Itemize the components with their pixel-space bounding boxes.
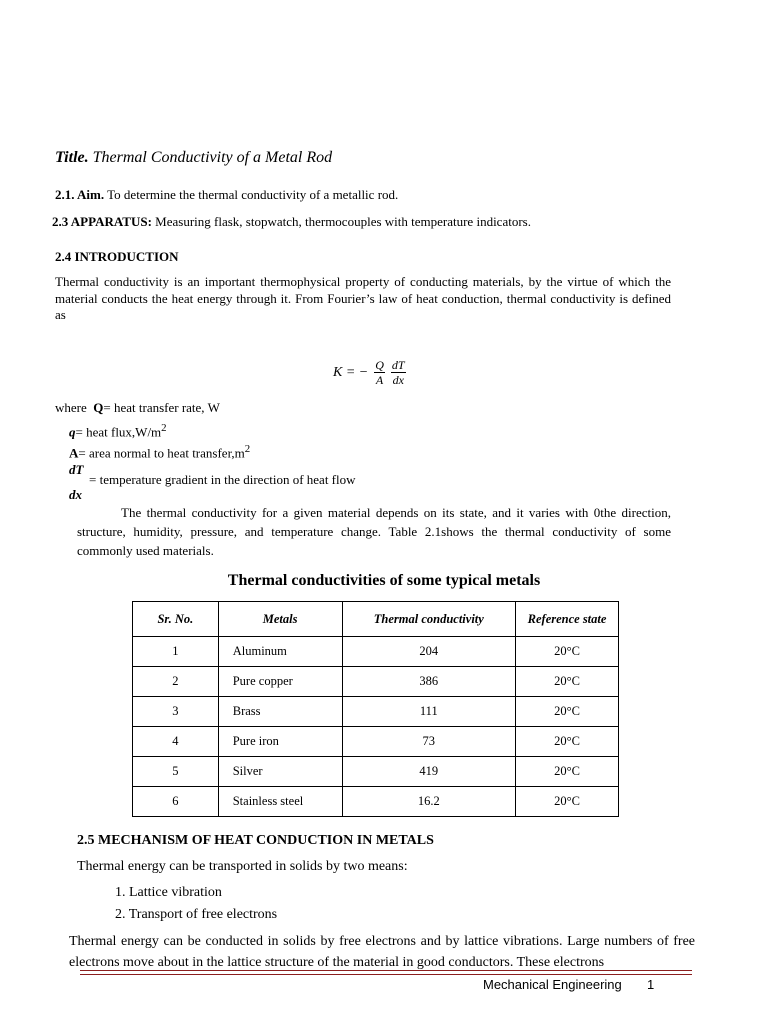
aim-line: [55, 187, 398, 203]
cell-sr-no: 2: [133, 667, 219, 697]
table-row: [133, 667, 619, 697]
aim-text: To determine the thermal conductivity of a metallic rod.: [107, 187, 399, 202]
header-sr-no: Sr. No.: [133, 602, 219, 637]
table-row: [133, 757, 619, 787]
mechanism-intro: Thermal energy can be transported in solids by two means:: [77, 859, 408, 874]
cell-conductivity: 204: [342, 637, 516, 667]
table-row: [133, 727, 619, 757]
formula-fraction-q-a: [374, 358, 385, 387]
area-sup: 2: [244, 443, 251, 455]
formula-lhs: K = −: [333, 364, 369, 380]
cell-metal: Silver: [218, 757, 342, 787]
dt-symbol: dT: [69, 462, 84, 477]
cell-sr-no: 5: [133, 757, 219, 787]
footer-divider: [80, 970, 692, 975]
cell-metal: Aluminum: [218, 637, 342, 667]
introduction-paragraph: Thermal conductivity is an important thermophysical property of conducting materials, by the virtue of which the material conducts the heat energy through it. From Fourier’s law of heat conduction, thermal conductivity is defined as: [55, 274, 671, 322]
definition-area: [69, 443, 250, 461]
cell-metal: Brass: [218, 697, 342, 727]
conductivity-table: [132, 601, 619, 817]
cell-conductivity: 386: [342, 667, 516, 697]
cell-conductivity: 111: [342, 697, 516, 727]
area-text: = area normal to heat transfer,m: [78, 445, 245, 461]
flux-sup: 2: [161, 422, 167, 434]
title-text: Thermal Conductivity of a Metal Rod: [92, 149, 333, 166]
cell-metal: Pure iron: [218, 727, 342, 757]
header-thermal-conductivity: Thermal conductivity: [342, 602, 516, 637]
mechanism-item-2: 2. Transport of free electrons: [115, 907, 278, 922]
introduction-heading: 2.4 INTRODUCTION: [55, 249, 179, 264]
flux-symbol: q: [69, 424, 76, 440]
cell-conductivity: 419: [342, 757, 516, 787]
q-symbol: Q: [93, 400, 104, 415]
cell-metal: Stainless steel: [218, 787, 342, 817]
cell-conductivity: 16.2: [342, 787, 516, 817]
title-label: Title.: [55, 149, 89, 166]
footer-department: Mechanical Engineering: [483, 977, 622, 992]
apparatus-label: 2.3 APPARATUS:: [52, 214, 152, 229]
table-row: [133, 787, 619, 817]
apparatus-line: [52, 214, 531, 230]
mechanism-heading: 2.5 MECHANISM OF HEAT CONDUCTION IN METALS: [77, 833, 434, 848]
conductivity-paragraph: The thermal conductivity for a given material depends on its state, and it varies with 0the direction, structure, humidity, pressure, and temperature change. Table 2.1shows the thermal conductivity of some commonly used materials.: [77, 505, 671, 558]
cell-reference-state: 20°C: [516, 667, 619, 697]
formula-fraction-dt-dx: [391, 358, 406, 387]
formula-dx: dx: [392, 373, 404, 387]
formula-dt: dT: [391, 358, 405, 372]
header-metals: Metals: [218, 602, 342, 637]
fourier-formula: [333, 358, 406, 387]
cell-reference-state: 20°C: [516, 637, 619, 667]
formula-a: A: [375, 373, 384, 387]
definition-flux: [69, 422, 167, 440]
apparatus-text: Measuring flask, stopwatch, thermocouples with temperature indicators.: [155, 214, 531, 229]
cell-metal: Pure copper: [218, 667, 342, 697]
table-row: [133, 637, 619, 667]
cell-sr-no: 1: [133, 637, 219, 667]
cell-sr-no: 6: [133, 787, 219, 817]
flux-text: = heat flux,W/m: [75, 424, 162, 440]
cell-reference-state: 20°C: [516, 787, 619, 817]
cell-reference-state: 20°C: [516, 727, 619, 757]
mechanism-item-1: 1. Lattice vibration: [115, 885, 222, 900]
table-row: [133, 697, 619, 727]
page-footer: [483, 977, 654, 992]
table-header-row: [133, 602, 619, 637]
cell-sr-no: 4: [133, 727, 219, 757]
footer-page-number: 1: [647, 977, 655, 992]
cell-reference-state: 20°C: [516, 697, 619, 727]
table-title: Thermal conductivities of some typical metals: [227, 572, 541, 589]
mechanism-paragraph: Thermal energy can be conducted in solids by free electrons and by lattice vibrations. Large numbers of free electrons move about in the lattice structure of the material in good conductors. These electrons: [69, 934, 695, 970]
dx-symbol: dx: [69, 487, 82, 502]
q-text: = heat transfer rate, W: [103, 400, 220, 415]
cell-reference-state: 20°C: [516, 757, 619, 787]
area-symbol: A: [69, 445, 79, 461]
formula-q: Q: [375, 358, 384, 372]
cell-conductivity: 73: [342, 727, 516, 757]
definition-q: [55, 400, 220, 416]
header-reference-state: Reference state: [516, 602, 619, 637]
gradient-text: = temperature gradient in the direction of heat flow: [89, 472, 356, 487]
cell-sr-no: 3: [133, 697, 219, 727]
where-label: where: [55, 400, 87, 415]
aim-label: 2.1. Aim.: [55, 187, 105, 202]
document-title: [55, 149, 332, 167]
